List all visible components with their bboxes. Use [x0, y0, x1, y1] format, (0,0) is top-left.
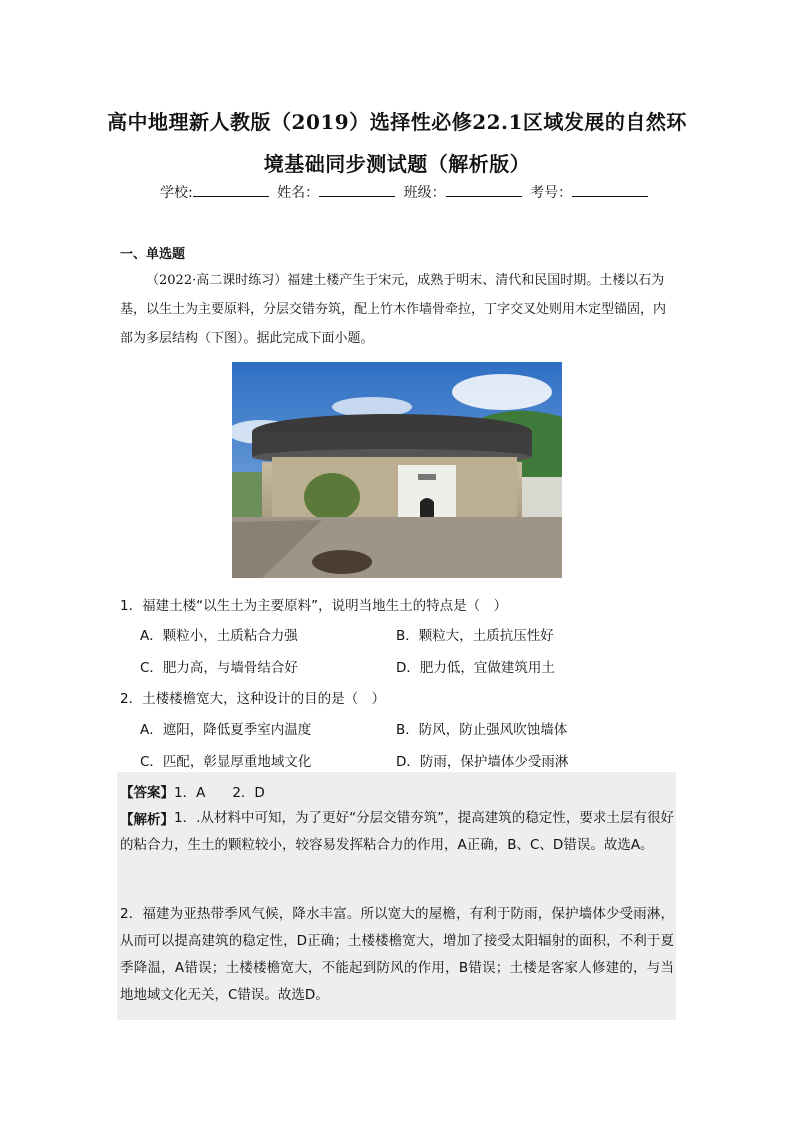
question-1-stem: 1．福建土楼“以生土为主要原料”，说明当地生土的特点是（ ） [120, 598, 508, 614]
class-label: 班级： [403, 185, 446, 201]
section-heading: 一、单选题 [120, 247, 186, 262]
name-label: 姓名： [277, 185, 320, 201]
class-blank [446, 184, 522, 197]
question-2-option-b[interactable]: B．防风，防止强风吹蚀墙体 [396, 722, 568, 738]
school-blank [193, 184, 269, 197]
tulou-photo [232, 362, 562, 578]
answer-label: 【答案】 [120, 785, 174, 801]
name-blank [319, 184, 395, 197]
question-2-option-a[interactable]: A．遮阳，降低夏季室内温度 [140, 722, 312, 738]
tulou-illustration [232, 362, 562, 578]
analysis-paragraph-1: 1．.从材料中可知，为了更好“分层交错夯筑”，提高建筑的稳定性，要求土层有很好的粘合力，生土的颗粒较小，较容易发挥粘合力的作用，A正确，B、C、D错误。故选A。 [120, 810, 674, 853]
question-1-option-a[interactable]: A．颗粒小，土质粘合力强 [140, 628, 298, 644]
document-title-line2: 境基础同步测试题（解析版） [263, 152, 531, 176]
answer-text: 1．A 2．D [174, 785, 265, 801]
answer-line [120, 781, 676, 801]
question-1-option-c[interactable]: C．肥力高，与墙骨结合好 [140, 660, 298, 676]
reading-passage: （2022·高二课时练习）福建土楼产生于宋元，成熟于明末、清代和民国时期。土楼以石为基，以生土为主要原料，分层交错夯筑，配上竹木作墙骨牵拉，丁字交叉处则用木定型锚固，内部为多层结构（下图）。据此完成下面小题。 [120, 273, 667, 346]
question-1-option-b[interactable]: B．颗粒大，土质抗压性好 [396, 628, 554, 644]
analysis-label: 【解析】 [120, 812, 174, 828]
document-title-line1: 高中地理新人教版（2019）选择性必修22.1区域发展的自然环 [107, 110, 687, 134]
student-info-row [160, 182, 640, 202]
school-label: 学校: [160, 185, 193, 201]
number-label: 考号： [530, 185, 573, 201]
number-blank [572, 184, 648, 197]
question-1-option-d[interactable]: D．肥力低，宜做建筑用土 [396, 660, 555, 676]
analysis-paragraph-2: 2．福建为亚热带季风气候，降水丰富。所以宽大的屋檐，有利于防雨，保护墙体少受雨淋，从而可以提高建筑的稳定性，D正确；土楼楼檐宽大，增加了接受太阳辐射的面积，不利于夏季降温，A错误；土楼楼檐宽大，不能起到防风的作用，B错误；土楼是客家人修建的，与当地地域文化无关，C错误。故选D。 [120, 906, 674, 1003]
question-2-option-d[interactable]: D．防雨，保护墙体少受雨淋 [396, 754, 569, 770]
question-2-stem: 2．土楼楼檐宽大，这种设计的目的是（ ） [120, 691, 386, 707]
question-2-option-c[interactable]: C．匹配，彰显厚重地域文化 [140, 754, 312, 770]
